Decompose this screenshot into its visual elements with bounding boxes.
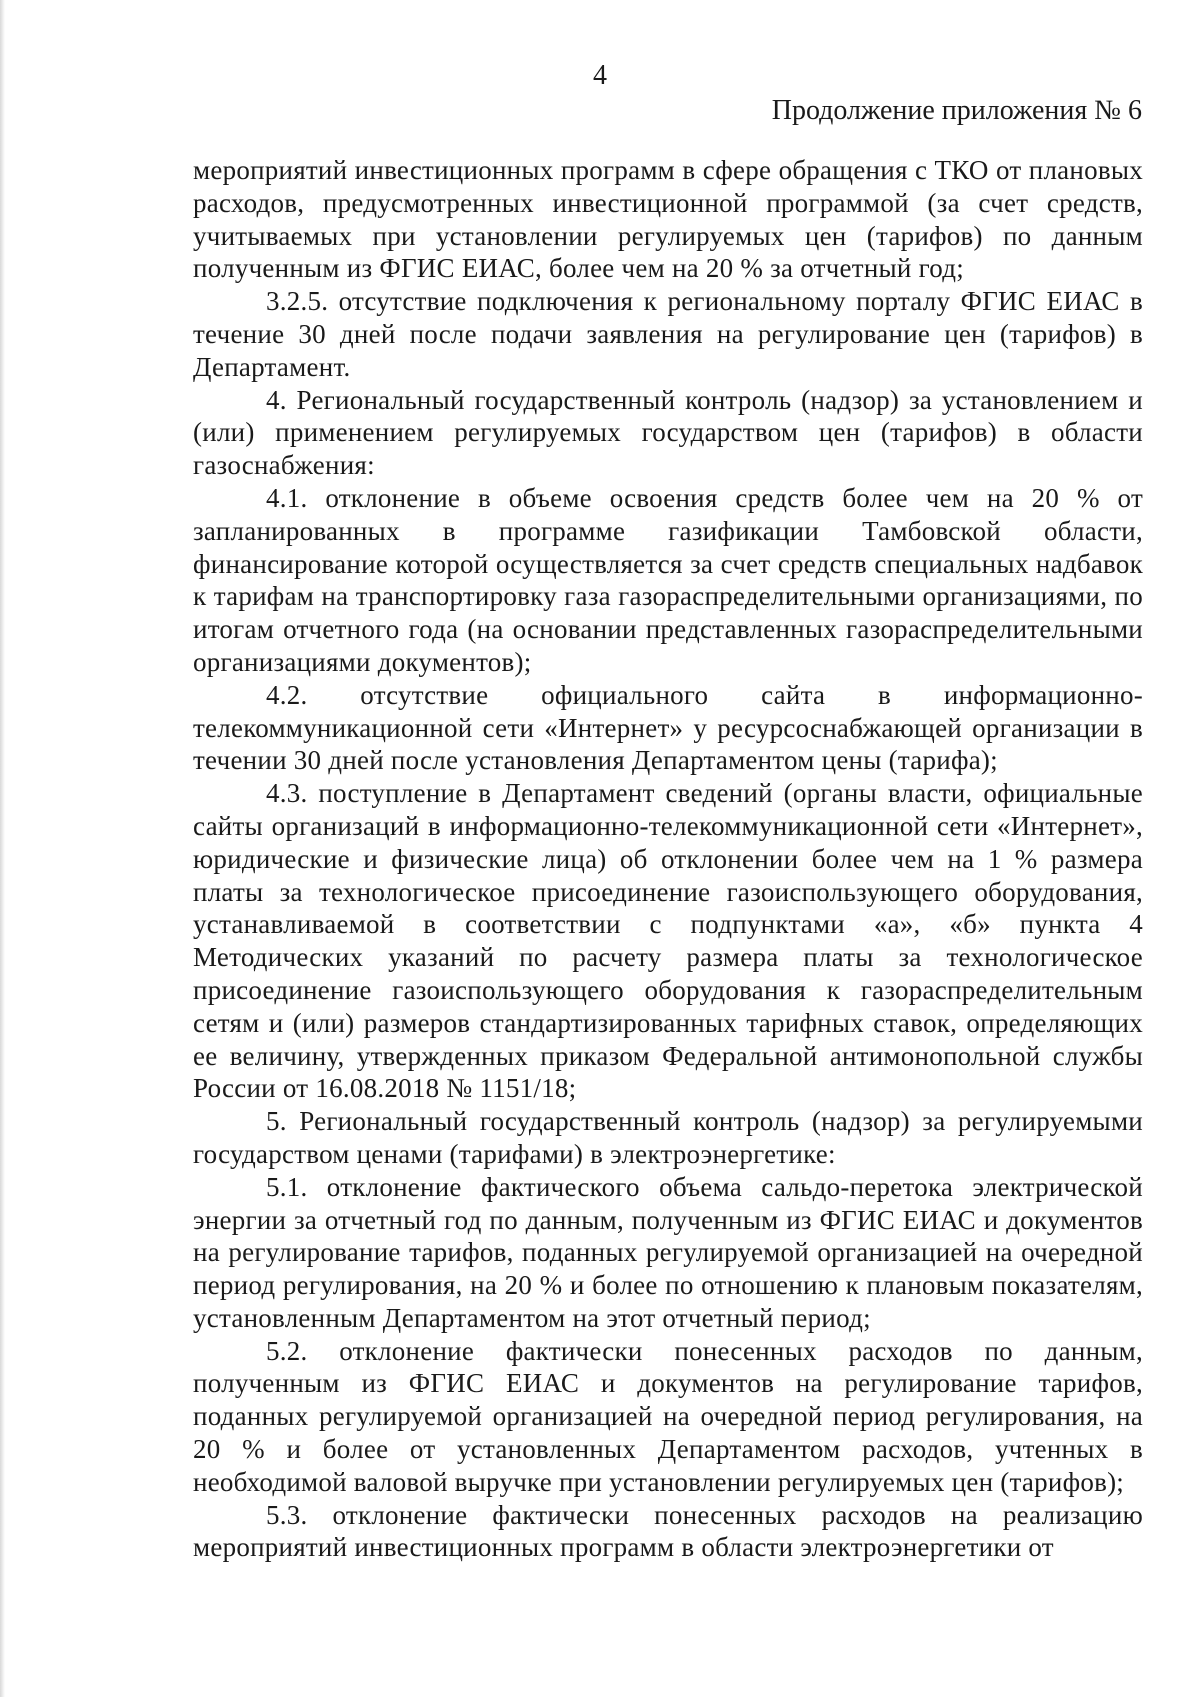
- paragraph-3-2-5: 3.2.5. отсутствие подключения к региональному порталу ФГИС ЕИАС в течение 30 дней после подачи заявления на регулирование цен (тарифов) в Департамент.: [193, 286, 1143, 382]
- paragraph-4: 4. Региональный государственный контроль (надзор) за установлением и (или) применением регулируемых государством цен (тарифов) в области газоснабжения:: [193, 384, 1143, 481]
- paragraph-5-3: 5.3. отклонение фактически понесенных расходов на реализацию мероприятий инвестиционных программ в области электроэнергетики от: [193, 1499, 1143, 1563]
- paragraph-4-2: 4.2. отсутствие официального сайта в информационно-телекоммуникационной сети «Интернет» у ресурсоснабжающей организации в течении 30 дней после установления Департаментом цены (тарифа);: [193, 679, 1143, 776]
- page-number: 4: [593, 60, 607, 91]
- appendix-continuation-note: Продолжение приложения № 6: [771, 95, 1142, 126]
- paragraph-4-1: 4.1. отклонение в объеме освоения средств более чем на 20 % от запланированных в программе газификации Тамбовской области, финансирование которой осуществляется за счет средств специальных надбавок к тарифам на транспортировку газа газораспределительными организациями, по итогам отчетного года (на основании представленных газораспределительными организациями документов);: [193, 482, 1143, 677]
- paragraph-1: мероприятий инвестиционных программ в сфере обращения с ТКО от плановых расходов, предусмотренных инвестиционной программой (за счет средств, учитываемых при установлении регулируемых цен (тарифов) по данным полученным из ФГИС ЕИАС, более чем на 20 % за отчетный год;: [193, 155, 1143, 284]
- scan-edge-shadow: [0, 0, 5, 1697]
- body-text: [193, 154, 1143, 1564]
- paragraph-5-1: 5.1. отклонение фактического объема сальдо-перетока электрической энергии за отчетный год по данным, полученным из ФГИС ЕИАС и документов на регулирование тарифов, поданных регулируемой организацией на очередной период регулирования, на 20 % и более по отношению к плановым показателям, установленным Департаментом на этот отчетный период;: [193, 1171, 1143, 1333]
- paragraph-5: 5. Региональный государственный контроль (надзор) за регулируемыми государством ценами (тарифами) в электроэнергетике:: [193, 1106, 1143, 1169]
- paragraph-4-3: 4.3. поступление в Департамент сведений (органы власти, официальные сайты организаций в информационно-телекоммуникационной сети «Интернет», юридические и физические лица) об отклонении более чем на 1 % размера платы за технологическое присоединение газоиспользующего оборудования, устанавливаемой в соответствии с подпунктами «а», «б» пункта 4 Методических указаний по расчету размера платы за технологическое присоединение газоиспользующего оборудования к газораспределительным сетям и (или) размеров стандартизированных тарифных ставок, определяющих ее величину, утвержденных приказом Федеральной антимонопольной службы России от 16.08.2018 № 1151/18;: [193, 778, 1143, 1104]
- paragraph-5-2: 5.2. отклонение фактически понесенных расходов по данным, полученным из ФГИС ЕИАС и документов на регулирование тарифов, поданных регулируемой организацией на очередной период регулирования, на 20 % и более от установленных Департаментом расходов, учтенных в необходимой валовой выручке при установлении регулируемых цен (тарифов);: [193, 1335, 1143, 1497]
